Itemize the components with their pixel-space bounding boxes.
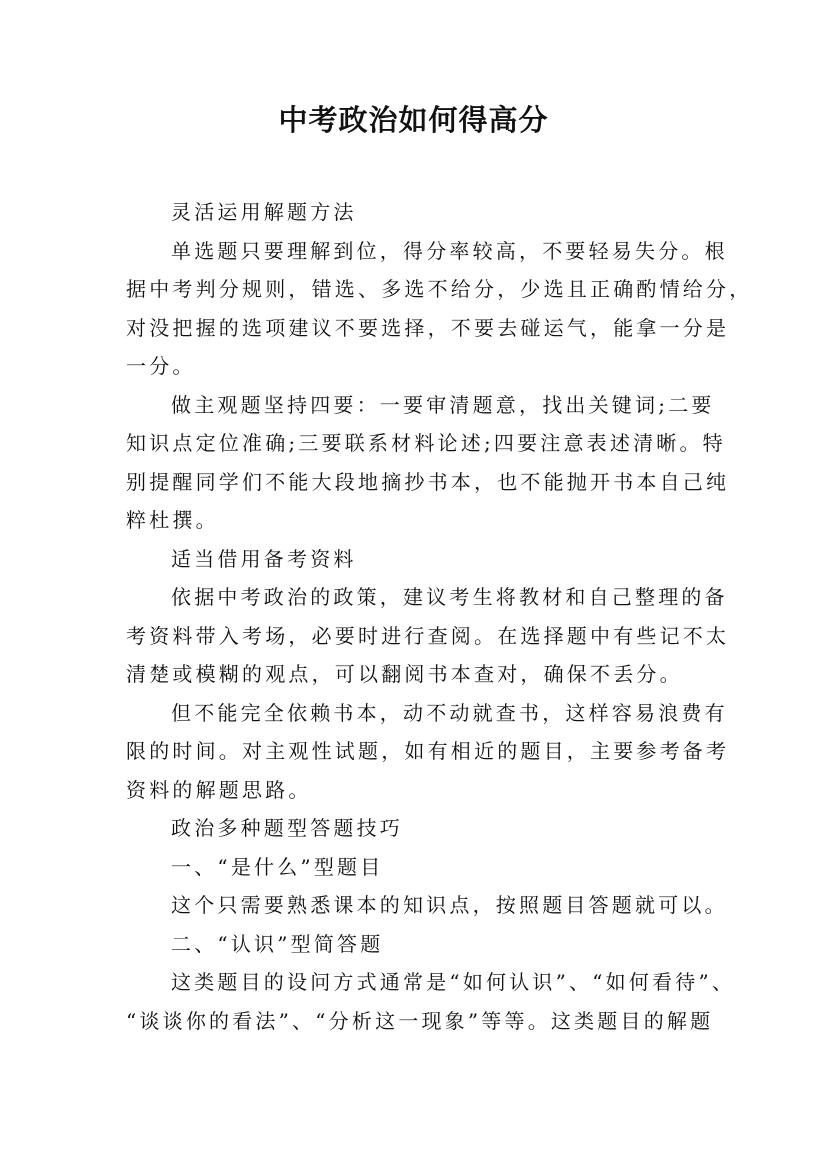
paragraph-line: 依据中考政治的政策，建议考生将教材和自己整理的备 xyxy=(171,585,728,609)
paragraph-line: 做主观题坚持四要：一要审清题意，找出关键词;二要 xyxy=(171,393,715,417)
paragraph-line: 资料的解题思路。 xyxy=(126,778,312,802)
paragraph-line: 知识点定位准确;三要联系材料论述;四要注意表述清晰。特 xyxy=(126,431,726,455)
paragraph-line: 单选题只要理解到位，得分率较高，不要轻易失分。根 xyxy=(171,239,728,263)
paragraph-line: 这类题目的设问方式通常是“如何认识”、“如何看待”、 xyxy=(171,970,736,994)
paragraph-line: 据中考判分规则，错选、多选不给分，少选且正确酌情给分， xyxy=(126,277,753,301)
paragraph-line: 考资料带入考场，必要时进行查阅。在选择题中有些记不太 xyxy=(126,624,730,648)
paragraph-line: 但不能完全依赖书本，动不动就查书，这样容易浪费有 xyxy=(171,701,728,725)
paragraph-line: 对没把握的选项建议不要选择，不要去碰运气，能拿一分是 xyxy=(126,316,730,340)
paragraph-line: 限的时间。对主观性试题，如有相近的题目，主要参考备考 xyxy=(126,739,730,763)
paragraph-line: 这个只需要熟悉课本的知识点，按照题目答题就可以。 xyxy=(171,893,728,917)
paragraph-line: 粹杜撰。 xyxy=(126,508,219,532)
subsection-heading: 一、“是什么”型题目 xyxy=(171,855,384,879)
paragraph-line: 一分。 xyxy=(126,354,196,378)
paragraph-line: 别提醒同学们不能大段地摘抄书本，也不能抛开书本自己纯 xyxy=(126,470,730,494)
paragraph-line: 清楚或模糊的观点，可以翻阅书本查对，确保不丢分。 xyxy=(126,662,683,686)
subsection-heading: 二、“认识”型简答题 xyxy=(171,932,384,956)
paragraph-line: “谈谈你的看法”、“分析这一现象”等等。这类题目的解题 xyxy=(126,1009,714,1033)
document-title: 中考政治如何得高分 xyxy=(278,103,549,137)
section-heading: 灵活运用解题方法 xyxy=(171,200,357,224)
section-heading: 适当借用备考资料 xyxy=(171,547,357,571)
section-heading: 政治多种题型答题技巧 xyxy=(171,816,403,840)
